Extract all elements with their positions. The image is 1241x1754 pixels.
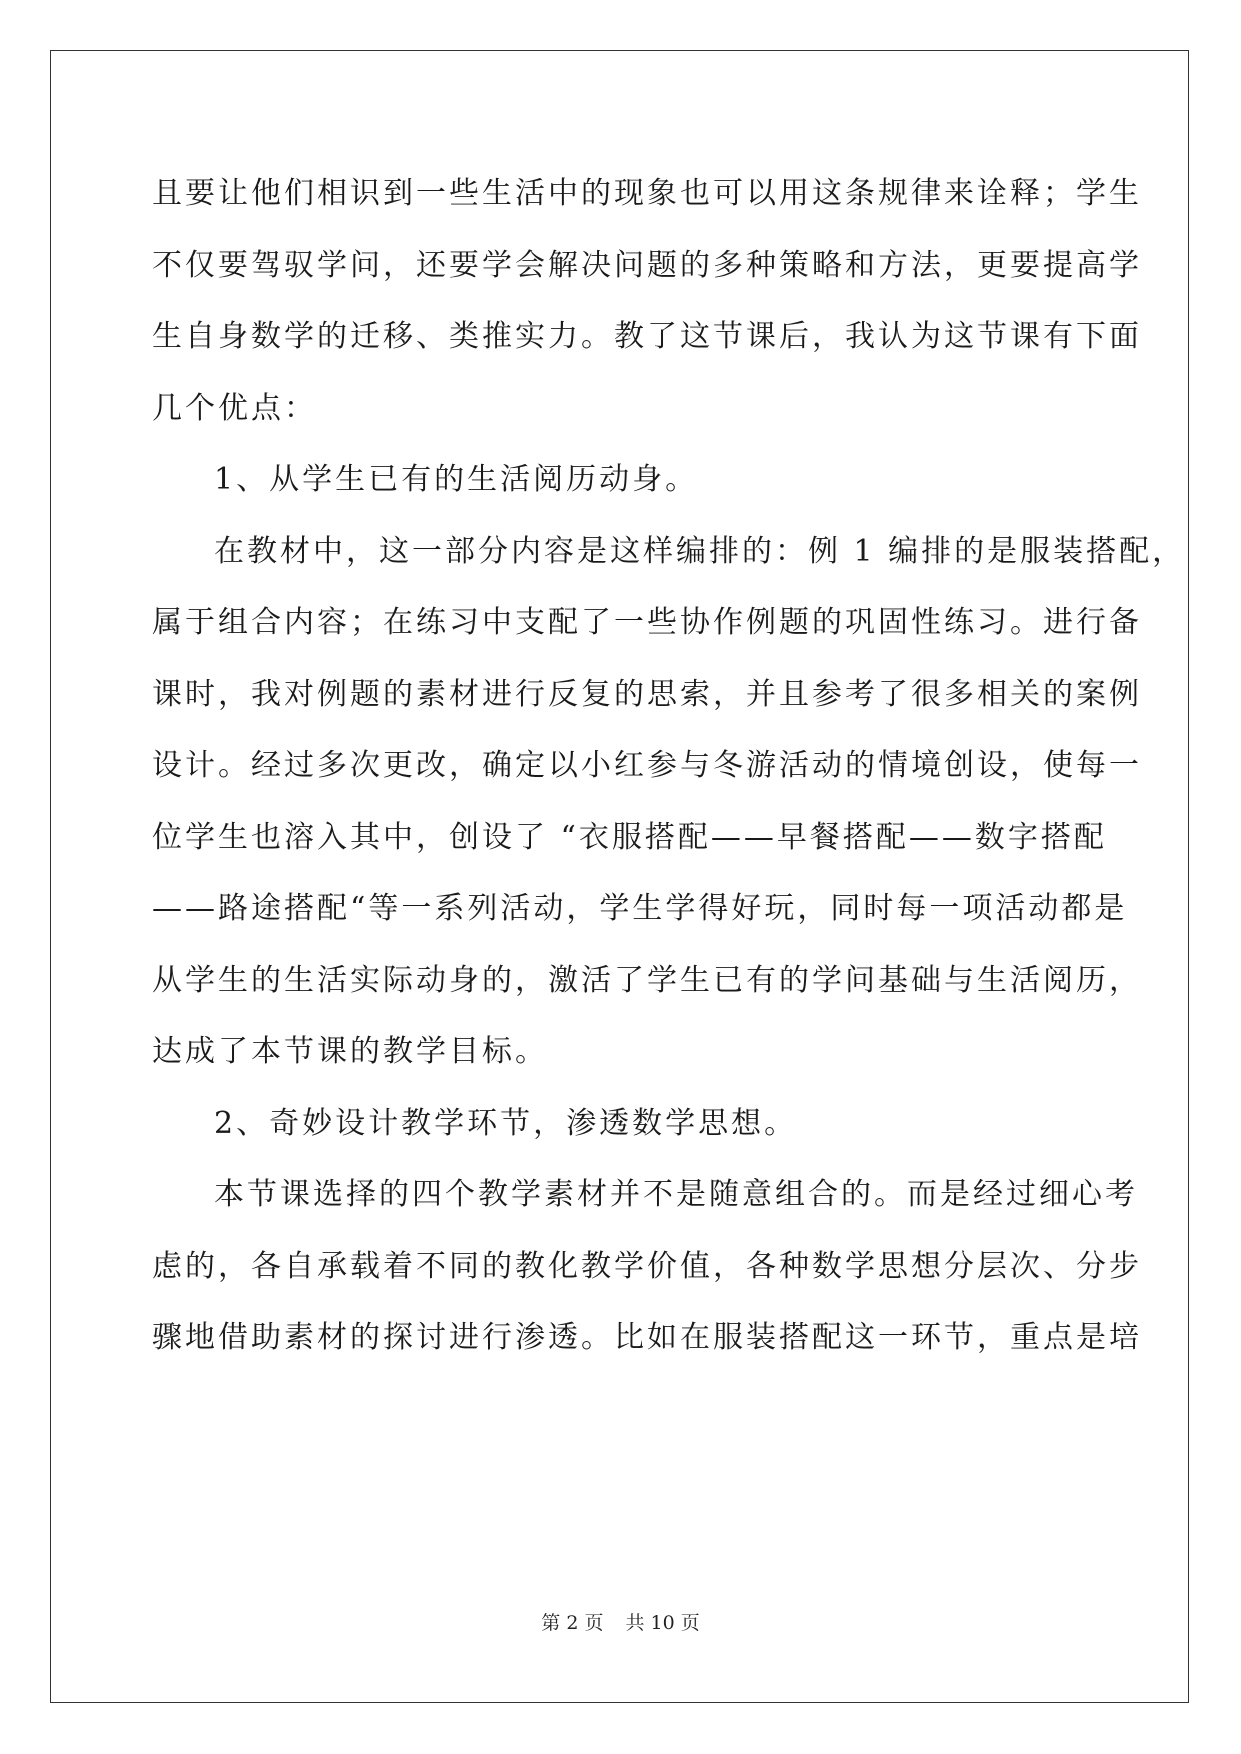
text-line: 骤地借助素材的探讨进行渗透。比如在服装搭配这一环节，重点是培 [152, 1320, 1142, 1355]
page-footer [0, 1608, 1241, 1635]
text-line: 位学生也溶入其中，创设了 “衣服搭配——早餐搭配——数字搭配 [152, 819, 1107, 855]
text-line: 不仅要驾驭学问，还要学会解决问题的多种策略和方法，更要提高学 [152, 247, 1142, 283]
text-line: 在教材中，这一部分内容是这样编排的：例 1 编排的是服装搭配， [214, 533, 1186, 569]
text-line: 虑的，各自承载着不同的教化教学价值，各种数学思想分层次、分步 [152, 1248, 1142, 1284]
text-line: 从学生的生活实际动身的，激活了学生已有的学问基础与生活阅历， [152, 962, 1142, 998]
text-line: 属于组合内容；在练习中支配了一些协作例题的巩固性练习。进行备 [152, 605, 1142, 640]
page-number: 第 2 页 [541, 1612, 604, 1634]
text-line: 几个优点： [152, 390, 317, 426]
text-line: 课时，我对例题的素材进行反复的思索，并且参考了很多相关的案例 [152, 676, 1142, 712]
text-line: 2、奇妙设计教学环节，渗透数学思想。 [214, 1105, 798, 1141]
text-line: ——路途搭配“等一系列活动，学生学得好玩，同时每一项活动都是 [152, 891, 1128, 926]
text-line: 本节课选择的四个教学素材并不是随意组合的。而是经过细心考 [214, 1177, 1138, 1212]
document-body [152, 158, 1186, 1374]
text-line: 设计。经过多次更改，确定以小红参与冬游活动的情境创设，使每一 [152, 748, 1142, 783]
text-line: 达成了本节课的教学目标。 [152, 1034, 548, 1069]
text-line: 1、从学生已有的生活阅历动身。 [214, 462, 699, 497]
text-line: 生自身数学的迁移、类推实力。教了这节课后，我认为这节课有下面 [152, 319, 1142, 354]
text-line: 且要让他们相识到一些生活中的现象也可以用这条规律来诠释；学生 [152, 176, 1142, 211]
page-total: 共 10 页 [625, 1612, 700, 1634]
